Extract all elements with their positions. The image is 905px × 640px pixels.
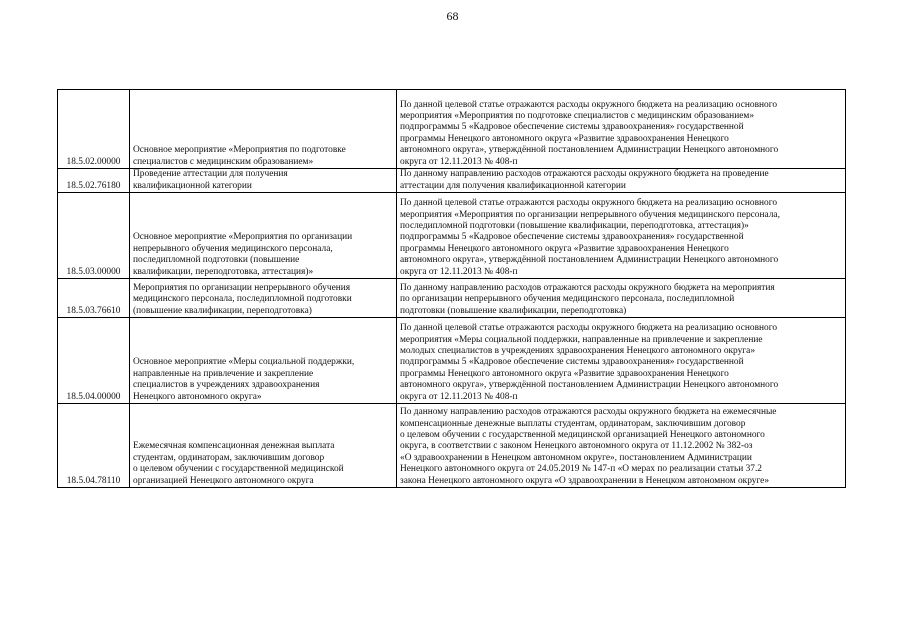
target-article-code: 18.5.02.00000	[58, 90, 130, 169]
target-article-code: 18.5.03.76610	[58, 279, 130, 318]
target-article-description: По данной целевой статье отражаются расходы окружного бюджета на реализацию основного мероприятия «Мероприятия по подготовке специалистов с медицинским образованием» подпрограммы 5 «Кадровое обеспечение системы здравоохранения» государственной программы Ненецкого автономного округа «Развитие здравоохранения Ненецкого автономного округа», утверждённой постановлением Администрации Ненецкого автономного округа от 12.11.2013 № 408-п	[397, 90, 846, 169]
table-row	[58, 404, 846, 488]
table-row	[58, 279, 846, 318]
target-article-name: Ежемесячная компенсационная денежная выплата студентам, ординаторам, заключившим договор о целевом обучении с государственной медицинской организацией Ненецкого автономного округа	[130, 404, 397, 488]
target-article-name: Основное мероприятие «Мероприятия по организации непрерывного обучения медицинского персонала, последипломной подготовки (повышение квалификации, переподготовка, аттестация)»	[130, 193, 397, 279]
target-article-description: По данному направлению расходов отражаются расходы окружного бюджета на мероприятия по организации непрерывного обучения медицинского персонала, последипломной подготовки (повышение квалификации, переподготовка)	[397, 279, 846, 318]
target-article-name: Основное мероприятие «Меры социальной поддержки, направленные на привлечение и закрепление специалистов в учреждениях здравоохранения Ненецкого автономного округа»	[130, 318, 397, 404]
target-article-description: По данной целевой статье отражаются расходы окружного бюджета на реализацию основного мероприятия «Меры социальной поддержки, направленные на привлечение и закрепление молодых специалистов в учреждениях здравоохранения Ненецкого автономного округа» подпрограммы 5 «Кадровое обеспечение системы здравоохранения» государственной программы Ненецкого автономного округа «Развитие здравоохранения Ненецкого автономного округа», утверждённой постановлением Администрации Ненецкого автономного округа от 12.11.2013 № 408-п	[397, 318, 846, 404]
target-article-code: 18.5.04.78110	[58, 404, 130, 488]
table-row	[58, 90, 846, 169]
target-article-description: По данной целевой статье отражаются расходы окружного бюджета на реализацию основного мероприятия «Мероприятия по организации непрерывного обучения медицинского персонала, последипломной подготовки (повышение квалификации, переподготовка, аттестация)» подпрограммы 5 «Кадровое обеспечение системы здравоохранения» государственной программы Ненецкого автономного округа «Развитие здравоохранения Ненецкого автономного округа», утверждённой постановлением Администрации Ненецкого автономного округа от 12.11.2013 № 408-п	[397, 193, 846, 279]
target-article-code: 18.5.04.00000	[58, 318, 130, 404]
target-article-name: Основное мероприятие «Мероприятия по подготовке специалистов с медицинским образованием»	[130, 90, 397, 169]
page-number: 68	[446, 9, 459, 23]
target-article-name: Мероприятия по организации непрерывного обучения медицинского персонала, последипломной подготовки (повышение квалификации, переподготовка)	[130, 279, 397, 318]
target-article-code: 18.5.03.00000	[58, 193, 130, 279]
table-row	[58, 193, 846, 279]
target-article-name: Проведение аттестации для получения квалификационной категории	[130, 169, 397, 193]
budget-classification-table	[57, 89, 846, 488]
target-article-description: По данному направлению расходов отражаются расходы окружного бюджета на проведение аттестации для получения квалификационной категории	[397, 169, 846, 193]
table-row	[58, 318, 846, 404]
target-article-description: По данному направлению расходов отражаются расходы окружного бюджета на ежемесячные компенсационные денежные выплаты студентам, ординаторам, заключившим договор о целевом обучении с государственной медицинской организацией Ненецкого автономного округа, в соответствии с законом Ненецкого автономного округа от 11.12.2002 № 382-оз «О здравоохранении в Ненецком автономном округе», постановлением Администрации Ненецкого автономного округа от 24.05.2019 № 147-п «О мерах по реализации статьи 37.2 закона Ненецкого автономного округа «О здравоохранении в Ненецком автономном округе»	[397, 404, 846, 488]
target-article-code: 18.5.02.76180	[58, 169, 130, 193]
table-row	[58, 169, 846, 193]
